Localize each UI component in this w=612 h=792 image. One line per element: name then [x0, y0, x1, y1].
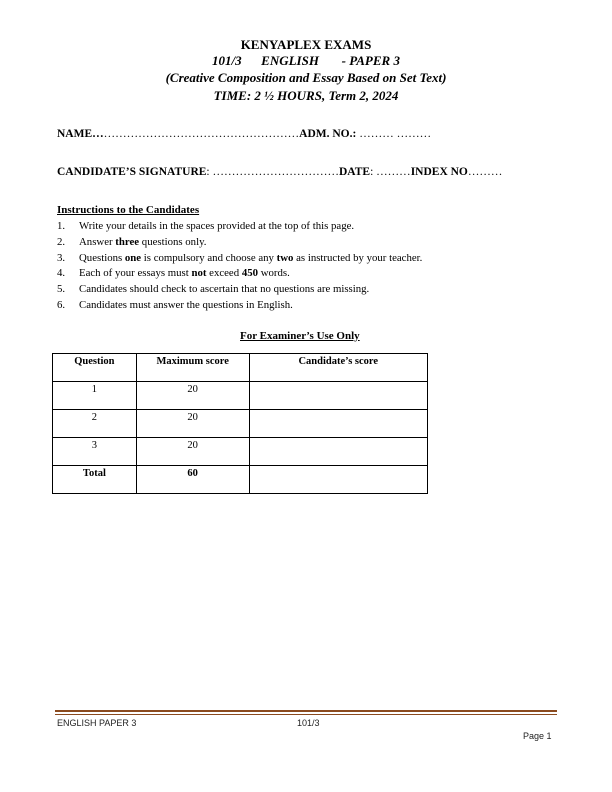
name-label: NAME… — [57, 128, 104, 140]
instruction-emphasis: 450 — [241, 267, 259, 280]
table-header-row — [53, 354, 428, 382]
score-table — [52, 353, 428, 494]
paper-subtitle: (Creative Composition and Essay Based on Set Text) — [165, 70, 447, 85]
page-number: Page 1 — [523, 731, 552, 741]
col-candidate-score: Candidate’s score — [249, 354, 427, 382]
instruction-text: Candidates must answer the questions in English. — [79, 298, 293, 311]
instruction-text: words. — [258, 267, 290, 280]
name-field[interactable]: …………………………………………… — [103, 128, 300, 140]
instruction-text: questions only. — [139, 235, 207, 248]
instruction-emphasis: not — [191, 267, 207, 280]
candidate-score-cell[interactable] — [249, 438, 427, 466]
max-score-cell: 20 — [136, 438, 249, 466]
footer-rule — [55, 710, 557, 712]
instruction-number: 4. — [57, 267, 66, 280]
exam-title: KENYAPLEX EXAMS — [240, 37, 372, 52]
instruction-text: Write your details in the spaces provided at the top of this page. — [79, 220, 355, 232]
index-label: INDEX NO — [410, 166, 468, 178]
instruction-item — [57, 266, 557, 282]
instruction-text: is compulsory and choose any — [141, 251, 277, 264]
col-max-score: Maximum score — [136, 354, 249, 382]
instruction-item — [57, 282, 557, 298]
total-max-score: 60 — [136, 466, 249, 494]
instructions-list — [57, 219, 557, 314]
candidate-score-cell[interactable] — [249, 382, 427, 410]
instruction-emphasis: two — [276, 251, 294, 264]
instruction-text: as instructed by your teacher. — [293, 251, 423, 264]
instruction-number: 5. — [57, 283, 66, 296]
paper-code: 101/3 ENGLISH - PAPER 3 — [212, 53, 400, 68]
instruction-number: 2. — [57, 235, 66, 248]
instruction-text: Candidates should check to ascertain that no questions are missing. — [79, 283, 370, 296]
instruction-number: 1. — [57, 220, 66, 232]
instruction-number: 3. — [57, 251, 66, 264]
adm-field[interactable]: ……… ……… — [356, 128, 432, 140]
instruction-text: exceed — [206, 267, 242, 280]
question-cell: 3 — [53, 438, 137, 466]
instruction-item — [57, 298, 557, 314]
max-score-cell: 20 — [136, 382, 249, 410]
max-score-cell: 20 — [136, 410, 249, 438]
table-row — [53, 410, 428, 438]
examiner-title: For Examiner’s Use Only — [240, 330, 360, 342]
col-question: Question — [53, 354, 137, 382]
total-row — [53, 466, 428, 494]
signature-field[interactable]: : …………………………… — [206, 166, 339, 178]
instruction-item — [57, 235, 557, 251]
signature-label: CANDIDATE’S SIGNATURE — [57, 166, 207, 178]
total-candidate-score[interactable] — [249, 466, 427, 494]
index-field[interactable]: ……… — [467, 166, 503, 178]
candidate-score-cell[interactable] — [249, 410, 427, 438]
instruction-text: Each of your essays must — [79, 267, 192, 280]
instruction-item — [57, 219, 557, 235]
date-field[interactable]: : ……… — [370, 166, 411, 178]
footer-rule-thin — [55, 714, 557, 715]
question-cell: 2 — [53, 410, 137, 438]
instruction-text: Questions — [79, 251, 125, 264]
instruction-text: Answer — [79, 235, 116, 248]
time-allowed: TIME: 2 ½ HOURS, Term 2, 2024 — [213, 88, 399, 103]
date-label: DATE — [339, 166, 371, 178]
table-row — [53, 382, 428, 410]
table-row — [53, 438, 428, 466]
instruction-item — [57, 251, 557, 267]
instruction-emphasis: three — [115, 235, 140, 248]
adm-label: ADM. NO.: — [299, 128, 357, 140]
instruction-number: 6. — [57, 298, 66, 311]
instruction-emphasis: one — [124, 251, 142, 264]
instructions-title: Instructions to the Candidates — [57, 204, 200, 216]
footer-paper-name: ENGLISH PAPER 3 — [57, 718, 137, 728]
signature-line — [57, 166, 502, 178]
total-label: Total — [53, 466, 137, 494]
name-adm-line — [57, 128, 431, 140]
footer-paper-code: 101/3 — [297, 718, 320, 728]
question-cell: 1 — [53, 382, 137, 410]
